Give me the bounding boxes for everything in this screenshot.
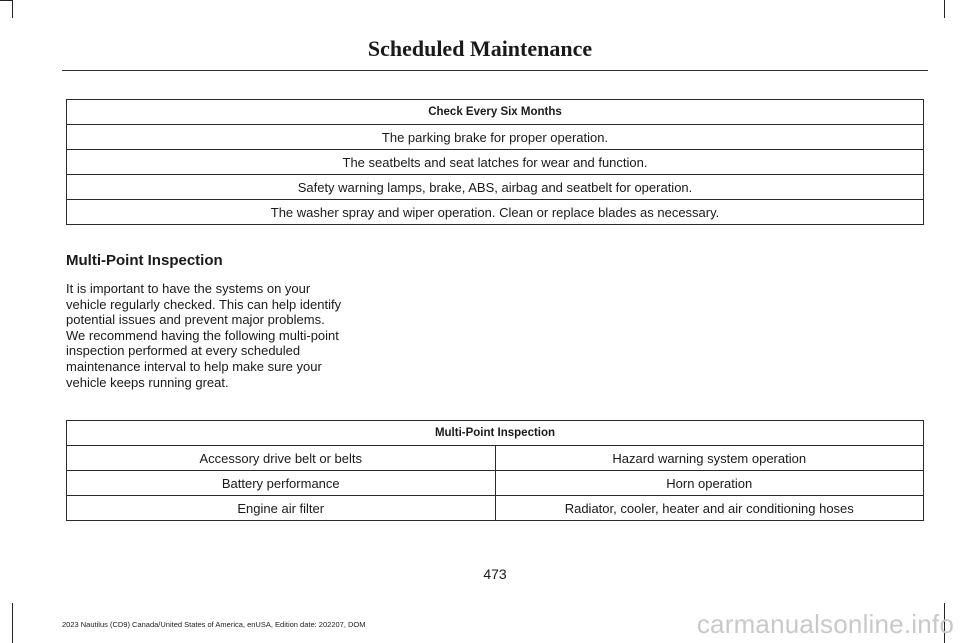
crop-mark <box>12 0 13 18</box>
table-cell: Accessory drive belt or belts <box>67 446 496 471</box>
page-title: Scheduled Maintenance <box>367 36 593 61</box>
table-header: Check Every Six Months <box>67 100 924 125</box>
table-cell: The seatbelts and seat latches for wear and function. <box>67 150 924 175</box>
table-row <box>67 471 924 496</box>
table-cell: The washer spray and wiper operation. Clean or replace blades as necessary. <box>67 200 924 225</box>
crop-mark <box>12 603 13 643</box>
page-number: 473 <box>483 566 507 582</box>
title-divider <box>62 70 928 71</box>
table-row <box>67 200 924 225</box>
table-row <box>67 175 924 200</box>
crop-mark <box>0 0 12 1</box>
multi-point-inspection-table <box>66 420 924 521</box>
crop-mark <box>944 0 945 18</box>
six-month-check-table <box>66 99 924 225</box>
table-cell: Horn operation <box>495 471 924 496</box>
table-header: Multi-Point Inspection <box>67 421 924 446</box>
table-cell: The parking brake for proper operation. <box>67 125 924 150</box>
table-row <box>67 150 924 175</box>
table-row <box>67 125 924 150</box>
table-cell: Radiator, cooler, heater and air conditioning hoses <box>495 496 924 521</box>
watermark: carmanualsonline.info <box>696 609 954 639</box>
table-cell: Safety warning lamps, brake, ABS, airbag and seatbelt for operation. <box>67 175 924 200</box>
table-row <box>67 446 924 471</box>
section-body-text: It is important to have the systems on your vehicle regularly checked. This can help identify potential issues and prevent major problems. We recommend having the following multi-point inspection performed at every scheduled maintenance interval to help make sure your vehicle keeps running great. <box>66 281 342 390</box>
edition-footer: 2023 Nautilus (CD9) Canada/United States of America, enUSA, Edition date: 202207, DOM <box>62 620 366 629</box>
table-cell: Battery performance <box>67 471 496 496</box>
section-heading: Multi-Point Inspection <box>66 252 223 269</box>
table-cell: Engine air filter <box>67 496 496 521</box>
table-cell: Hazard warning system operation <box>495 446 924 471</box>
table-row <box>67 496 924 521</box>
